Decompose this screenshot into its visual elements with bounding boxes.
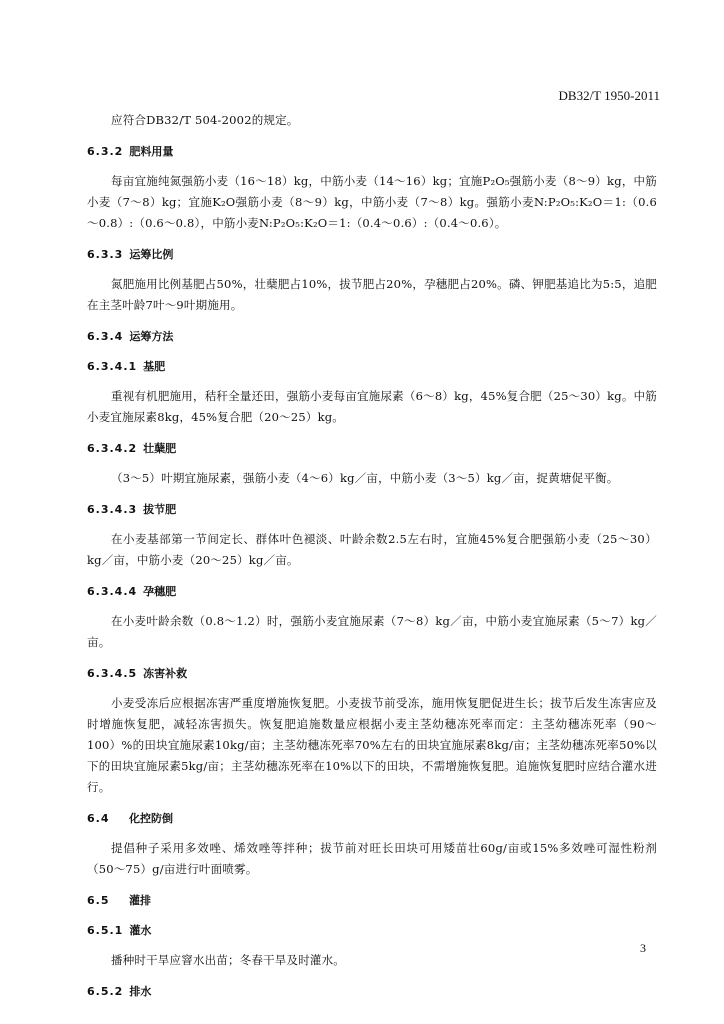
section-title: 肥料用量 — [129, 145, 174, 158]
section-title: 灌水 — [129, 924, 152, 937]
paragraph-base-fertilizer: 重视有机肥施用，秸秆全量还田，强筋小麦每亩宜施尿素（6～8）kg，45%复合肥（25～30）kg。中筋小麦宜施尿素8kg，45%复合肥（20～25）kg。 — [87, 389, 657, 424]
paragraph-ratio: 氮肥施用比例基肥占50%，壮蘖肥占10%，拔节肥占20%，孕穗肥占20%。磷、钾肥基追比为5:5，追肥在主茎叶龄7叶～9叶期施用。 — [87, 277, 657, 312]
section-heading-6-3-4-4 — [87, 583, 657, 601]
paragraph-booting-fertilizer: 在小麦叶龄余数（0.8～1.2）时，强筋小麦宜施尿素（7～8）kg／亩，中筋小麦宜施尿素（5～7）kg／亩。 — [87, 614, 657, 649]
section-number: 6.5.1 — [87, 924, 124, 937]
paragraph-jointing-fertilizer: 在小麦基部第一节间定长、群体叶色褪淡、叶龄余数2.5左右时，宜施45%复合肥强筋小麦（25～30）kg／亩，中筋小麦（20～25）kg／亩。 — [87, 532, 657, 567]
section-heading-6-3-3 — [87, 246, 657, 264]
section-heading-6-3-4-5 — [87, 665, 657, 683]
section-number: 6.3.4.4 — [87, 585, 138, 598]
paragraph-intro: 应符合DB32/T 504-2002的规定。 — [111, 113, 299, 127]
section-number: 6.3.3 — [87, 248, 124, 261]
section-heading-6-5 — [87, 892, 657, 910]
section-heading-6-3-4-1 — [87, 358, 657, 376]
section-number: 6.3.4.5 — [87, 667, 138, 680]
section-title: 运筹比例 — [129, 248, 174, 261]
section-title: 基肥 — [143, 360, 166, 373]
section-number: 6.4 — [87, 812, 110, 825]
section-number: 6.5 — [87, 894, 110, 907]
section-title: 排水 — [129, 985, 152, 998]
section-title: 壮蘖肥 — [143, 442, 177, 455]
paragraph-irrigation: 播种时干旱应窨水出苗；冬春干旱及时灌水。 — [111, 953, 345, 967]
section-heading-6-5-1 — [87, 922, 657, 940]
section-heading-6-3-2 — [87, 143, 657, 161]
section-heading-6-3-4 — [87, 328, 657, 346]
document-code: DB32/T 1950-2011 — [558, 88, 660, 103]
section-title: 灌排 — [129, 894, 151, 907]
section-number: 6.3.4.2 — [87, 442, 138, 455]
section-title: 运筹方法 — [129, 330, 174, 343]
section-title: 拔节肥 — [143, 503, 177, 516]
section-number: 6.3.4.3 — [87, 503, 138, 516]
paragraph-tillering-fertilizer: （3～5）叶期宜施尿素，强筋小麦（4～6）kg／亩，中筋小麦（3～5）kg／亩，捉黄塘促平衡。 — [111, 471, 619, 485]
paragraph-lodging-control: 提倡种子采用多效唑、烯效唑等拌种；拔节前对旺长田块可用矮苗壮60g/亩或15%多效唑可湿性粉剂（50～75）g/亩进行叶面喷雾。 — [87, 841, 657, 876]
section-title: 冻害补救 — [143, 667, 188, 680]
section-number: 6.3.2 — [87, 145, 124, 158]
section-number: 6.3.4.1 — [87, 360, 138, 373]
section-number: 6.3.4 — [87, 330, 124, 343]
document-body — [87, 110, 657, 1001]
section-heading-6-4 — [87, 810, 657, 828]
paragraph-fertilizer-amount: 每亩宜施纯氮强筋小麦（16～18）kg，中筋小麦（14～16）kg；宜施P₂O₅强筋小麦（8～9）kg，中筋小麦（7～8）kg；宜施K₂O强筋小麦（8～9）kg，中筋小麦（7～8）kg。强筋小麦N:P₂O₅:K₂O＝1:（0.6～0.8）:（0.6～0.8），中筋小麦N:P₂O₅:K₂O＝1:（0.4～0.6）:（0.4～0.6）。 — [87, 174, 657, 230]
section-heading-6-3-4-2 — [87, 440, 657, 458]
section-title: 孕穗肥 — [143, 585, 177, 598]
section-heading-6-5-2 — [87, 983, 657, 1001]
section-number: 6.5.2 — [87, 985, 124, 998]
section-heading-6-3-4-3 — [87, 501, 657, 519]
section-title: 化控防倒 — [129, 812, 173, 825]
paragraph-frost-remedy: 小麦受冻后应根据冻害严重度增施恢复肥。小麦拔节前受冻，施用恢复肥促进生长；拔节后发生冻害应及时增施恢复肥，减轻冻害损失。恢复肥追施数量应根据小麦主茎幼穗冻死率而定：主茎幼穗冻死率（90～100）%的田块宜施尿素10kg/亩；主茎幼穗冻死率70%左右的田块宜施尿素8kg/亩；主茎幼穗冻死率50%以下的田块宜施尿素5kg/亩；主茎幼穗冻死率在10%以下的田块，不需增施恢复肥。追施恢复肥时应结合灌水进行。 — [87, 696, 657, 794]
page-number: 3 — [640, 941, 646, 955]
